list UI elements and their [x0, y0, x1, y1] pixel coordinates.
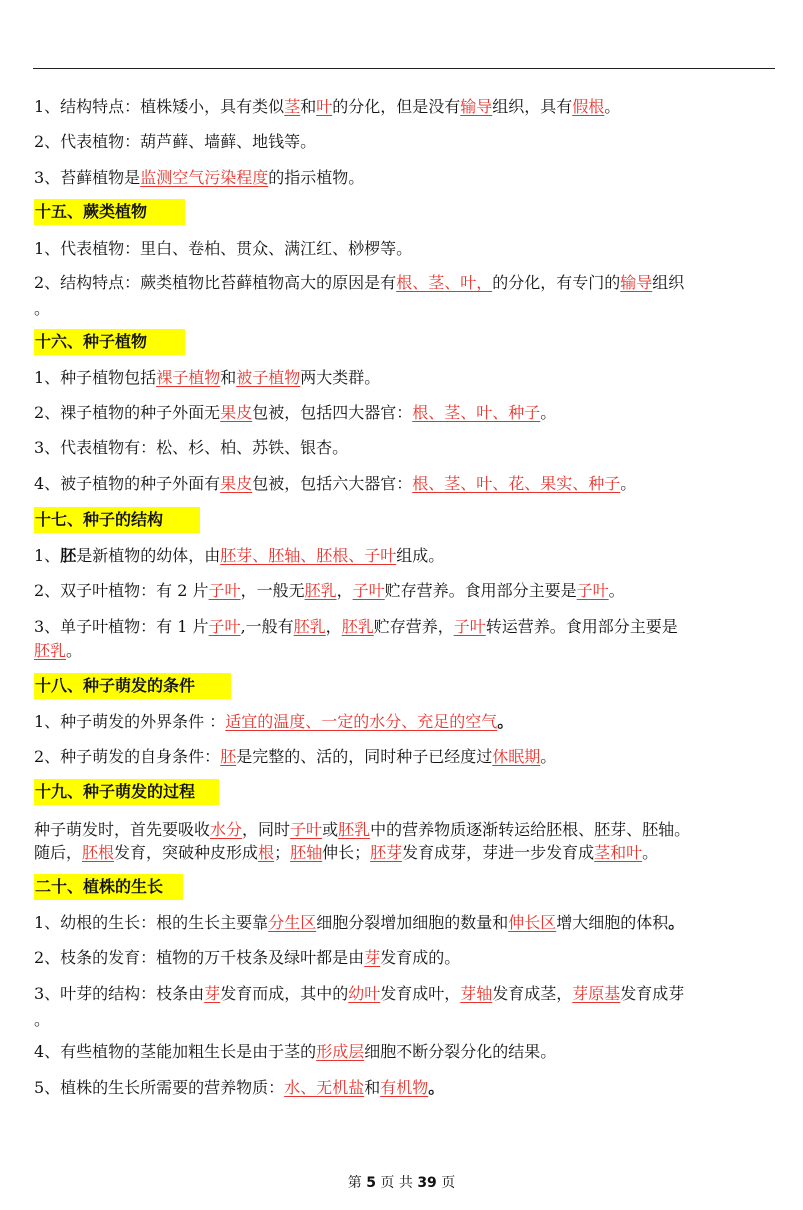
text: 发育成芽，芽进一步发育成: [402, 843, 595, 862]
answer: 茎和叶: [594, 843, 643, 862]
answer: 胚乳: [338, 820, 371, 839]
text: 。: [608, 581, 625, 600]
answer: 子叶: [453, 617, 486, 636]
header-rule: [33, 68, 775, 69]
text: 两大类群。: [300, 368, 381, 387]
text: 和: [220, 368, 237, 387]
text: 5、植株的生长所需要的营养物质：: [34, 1078, 285, 1097]
answer: 芽: [204, 984, 221, 1003]
footer-text: 页 共: [380, 1175, 413, 1191]
text: 伸长；: [322, 843, 371, 862]
text: 2、代表植物：葫芦藓、墙藓、地钱等。: [34, 132, 317, 151]
moss-line-3: [34, 167, 364, 189]
text: 3、代表植物有：松、杉、柏、苏铁、银杏。: [34, 438, 349, 457]
text: 2、种子萌发的自身条件：: [34, 747, 221, 766]
sec19-line-2: [34, 842, 658, 864]
text: 3、单子叶植物：有 1 片: [34, 617, 209, 636]
page-total: 39: [417, 1175, 437, 1191]
text: 2、枝条的发育：植物的万千枝条及绿叶都是由: [34, 948, 365, 967]
answer: 子叶: [208, 617, 241, 636]
section-heading-15: 十五、蕨类植物: [34, 199, 185, 225]
text: 包被，包括四大器官：: [252, 403, 413, 422]
answer: 胚乳: [304, 581, 337, 600]
sec17-line-1: [34, 545, 444, 567]
sec16-line-4: [34, 473, 636, 495]
sec15-line-1: [34, 238, 412, 260]
page-footer: [0, 1172, 803, 1192]
sec16-line-3: [34, 437, 348, 459]
text: 1、幼根的生长：根的生长主要靠: [34, 913, 269, 932]
answer: 芽轴: [460, 984, 493, 1003]
answer: 胚轴: [290, 843, 323, 862]
text: 1、结构特点：植株矮小，具有类似: [34, 97, 285, 116]
answer: 果皮: [220, 474, 253, 493]
sec18-line-2: [34, 746, 556, 768]
text: 发育成芽: [620, 984, 685, 1003]
answer: 子叶: [576, 581, 609, 600]
answer: 有机物: [380, 1078, 429, 1097]
answer: 子叶: [290, 820, 323, 839]
text: 组织: [652, 273, 685, 292]
moss-line-1: [34, 96, 620, 118]
answer: 芽原基: [572, 984, 621, 1003]
text: 贮存营养。食用部分主要是: [384, 581, 577, 600]
text: 2、双子叶植物：有 2 片: [34, 581, 209, 600]
text: 1、代表植物：里白、卷柏、贯众、满江红、桫椤等。: [34, 239, 413, 258]
text: 组织，具有: [492, 97, 573, 116]
text: 1、: [34, 546, 61, 565]
answer: 胚芽: [370, 843, 403, 862]
text: 是新植物的幼体，由: [76, 546, 221, 565]
answer: 根、茎、叶，: [396, 273, 493, 292]
answer: 胚乳: [34, 641, 67, 660]
answer: 胚根: [82, 843, 115, 862]
sec15-line-2b: 。: [34, 299, 51, 318]
sec20-line-4: [34, 1041, 556, 1063]
sec20-line-3b: 。: [34, 1010, 51, 1029]
text: 和: [300, 97, 317, 116]
sec17-line-3: [34, 616, 678, 638]
text: 的分化，但是没有: [332, 97, 461, 116]
text: 1、种子萌发的外界条件 ：: [34, 712, 226, 731]
answer: 输导: [620, 273, 653, 292]
text: 3、叶芽的结构：枝条由: [34, 984, 205, 1003]
sec20-line-5: [34, 1077, 444, 1099]
text: 发育成的。: [380, 948, 461, 967]
text: 。: [642, 843, 659, 862]
footer-text: 第: [347, 1175, 362, 1191]
sec16-line-1: [34, 367, 380, 389]
sec18-line-1: [34, 711, 513, 733]
answer: 水分: [210, 820, 243, 839]
answer: 分生区: [268, 913, 317, 932]
text: 。: [668, 913, 685, 932]
answer: 叶: [316, 97, 333, 116]
answer: 裸子植物: [156, 368, 221, 387]
text: 的分化，有专门的: [492, 273, 621, 292]
answer: 胚乳: [293, 617, 326, 636]
answer: 伸长区: [508, 913, 557, 932]
text: ，同时: [242, 820, 291, 839]
answer: 胚芽、胚轴、胚根、子叶: [220, 546, 397, 565]
answer: 茎: [284, 97, 301, 116]
text: 。: [428, 1078, 445, 1097]
text: 的指示植物。: [268, 168, 365, 187]
text: ，一般无: [240, 581, 305, 600]
text: 中的营养物质逐渐转运给胚根、胚芽、胚轴。: [370, 820, 691, 839]
text: 。: [620, 474, 637, 493]
text: 是完整的、活的，同时种子已经度过: [236, 747, 493, 766]
text: 贮存营养，: [373, 617, 454, 636]
bold-term: 胚: [60, 546, 77, 565]
answer: 子叶: [208, 581, 241, 600]
answer: 胚: [220, 747, 237, 766]
section-heading-17: 十七、种子的结构: [34, 507, 200, 533]
text: 组成。: [396, 546, 445, 565]
text: 。: [497, 712, 514, 731]
text: 2、裸子植物的种子外面无: [34, 403, 221, 422]
section-heading-16: 十六、种子植物: [34, 329, 185, 355]
answer: 假根: [572, 97, 605, 116]
answer: 形成层: [316, 1042, 365, 1061]
text: ，: [336, 581, 353, 600]
answer: 子叶: [352, 581, 385, 600]
sec17-line-3b: [34, 640, 82, 662]
text: 增大细胞的体积: [556, 913, 669, 932]
text: 和: [364, 1078, 381, 1097]
text: 。: [604, 97, 621, 116]
text: 细胞不断分裂分化的结果。: [364, 1042, 557, 1061]
answer: 被子植物: [236, 368, 301, 387]
section-heading-19: 十九、种子萌发的过程: [34, 779, 219, 805]
text: 种子萌发时，首先要吸收: [34, 820, 211, 839]
text: 发育，突破种皮形成: [114, 843, 259, 862]
text: 4、被子植物的种子外面有: [34, 474, 221, 493]
sec20-line-3: [34, 983, 684, 1005]
answer: 根、茎、叶、花、果实、种子: [412, 474, 621, 493]
text: ,一般有: [240, 617, 294, 636]
page-number: 5: [366, 1175, 376, 1191]
sec16-line-2: [34, 402, 556, 424]
moss-line-2: [34, 131, 316, 153]
text: 转运营养。食用部分主要是: [485, 617, 678, 636]
text: 发育成茎，: [492, 984, 573, 1003]
text: 发育而成，其中的: [220, 984, 349, 1003]
section-heading-18: 十八、种子萌发的条件: [34, 673, 231, 699]
sec17-line-2: [34, 580, 625, 602]
answer: 监测空气污染程度: [140, 168, 269, 187]
text: 包被，包括六大器官：: [252, 474, 413, 493]
answer: 芽: [364, 948, 381, 967]
answer: 休眠期: [492, 747, 541, 766]
text: 3、苔藓植物是: [34, 168, 141, 187]
text: 。: [540, 747, 557, 766]
answer: 适宜的温度、一定的水分、充足的空气: [225, 712, 498, 731]
text: ，: [325, 617, 342, 636]
answer: 输导: [460, 97, 493, 116]
text: 细胞分裂增加细胞的数量和: [316, 913, 509, 932]
answer: 根、茎、叶、种子: [412, 403, 541, 422]
answer: 果皮: [220, 403, 253, 422]
text: ；: [274, 843, 291, 862]
text: 随后，: [34, 843, 83, 862]
sec20-line-1: [34, 912, 684, 934]
sec15-line-2: [34, 272, 684, 294]
section-heading-20: 二十、植株的生长: [34, 874, 183, 900]
answer: 胚乳: [341, 617, 374, 636]
sec19-line-1: [34, 819, 690, 841]
text: 2、结构特点：蕨类植物比苔藓植物高大的原因是有: [34, 273, 397, 292]
text: 4、有些植物的茎能加粗生长是由于茎的: [34, 1042, 317, 1061]
footer-text: 页: [441, 1175, 456, 1191]
answer: 幼叶: [348, 984, 381, 1003]
text: 或: [322, 820, 339, 839]
answer: 水、无机盐: [284, 1078, 365, 1097]
text: 1、种子植物包括: [34, 368, 157, 387]
text: 。: [66, 641, 83, 660]
text: 。: [540, 403, 557, 422]
text: 发育成叶，: [380, 984, 461, 1003]
sec20-line-2: [34, 947, 460, 969]
answer: 根: [258, 843, 275, 862]
